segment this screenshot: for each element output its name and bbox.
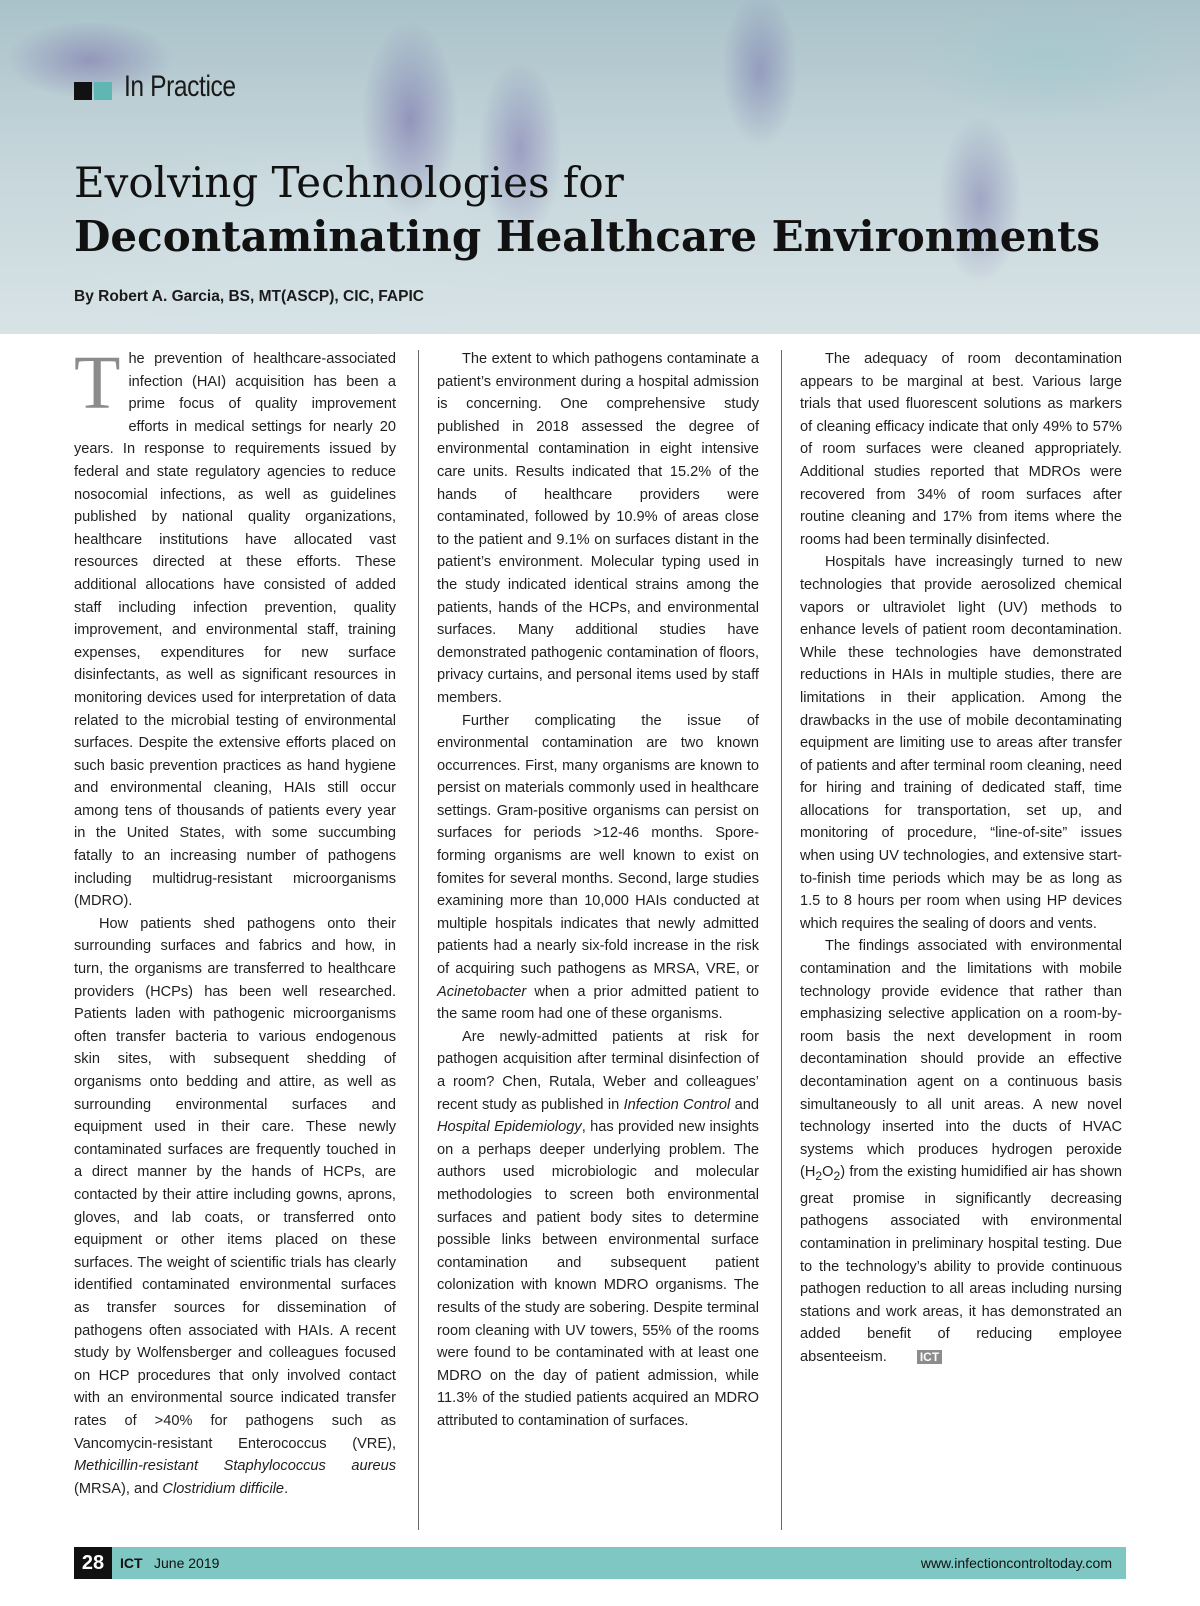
paragraph: The findings associated with environmental contamination and the limitations with mobile technology provide evidence that rather than emphasizing selective application on a room-by-room basis the next development in room decontamination should provide an effective decontamination agent on a continuous basis simultaneously to all unit areas. A new novel technology inserted into the ducts of HVAC systems which produces hydrogen peroxide $(H_2O_2)$ from the existing humidified air has shown great promise in significantly decreasing pathogens associated with environmental contamination in preliminary hospital testing. Due to the technology’s ability to provide continuous pathogen reduction to all areas including nursing stations and work areas, it has demonstrated an added benefit of reducing employee absenteeism. ICT bbox=[800, 938, 1122, 1366]
paragraph: The adequacy of room decontamination appears to be marginal at best. Various large trials that used fluorescent solutions as markers of cleaning efficacy indicate that only 49% to 57% of room surfaces were cleaned appropriately. Additional studies reported that MDROs were recovered from 34% of room surfaces after routine cleaning and 17% from items where the rooms had been terminally disinfected. bbox=[800, 351, 1122, 548]
page-number: 28 bbox=[74, 1547, 112, 1579]
paragraph: The prevention of healthcare-associated infection (HAI) acquisition has been a prime focus of quality improvement efforts in medical settings for nearly 20 years. In response to requirements issued by federal and state regulatory agencies to reduce nosocomial infections, as well as guidelines published by national quality organizations, healthcare institutions have allocated vast resources directed at these efforts. These additional allocations have consisted of added staff including infection prevention, quality improvement, and environmental staff, training expenses, expenditures for new surface disinfectants, as well as significant resources in monitoring devices used for interpretation of data related to the microbial testing of environmental surfaces. Despite the extensive efforts placed on such basic prevention practices as hand hygiene and environmental cleaning, HAIs still occur among tens of thousands of patients every year in the United States, with some succumbing fatally to an increasing number of pathogens including multidrug-resistant microorganisms (MDRO). bbox=[74, 341, 396, 910]
article-column-1 bbox=[74, 341, 396, 1500]
drop-cap: T bbox=[74, 341, 121, 425]
header-banner bbox=[0, 0, 1200, 334]
column-divider bbox=[418, 350, 419, 1530]
paragraph: The extent to which pathogens contaminate a patient’s environment during a hospital admission is concerning. One comprehensive study published in 2018 assessed the degree of environmental contamination in eight intensive care units. Results indicated that 15.2% of the hands of healthcare providers were contaminated, followed by 10.9% of areas close to the patient and 9.1% on surfaces distant in the patient’s environment. Molecular typing used in the study indicated identical strains among the patients, hands of the HCPs, and environmental surfaces. Many additional studies have demonstrated pathogenic contamination of floors, privacy curtains, and personal items used by staff members. bbox=[437, 351, 759, 706]
end-mark-icon: ICT bbox=[917, 1350, 942, 1364]
issue-date: June 2019 bbox=[154, 1555, 220, 1571]
title-line-1: Evolving Technologies for bbox=[74, 158, 624, 207]
article-column-3 bbox=[800, 348, 1122, 1369]
article-column-2 bbox=[437, 348, 759, 1433]
section-label: In Practice bbox=[124, 70, 236, 103]
column-divider bbox=[781, 350, 782, 1530]
website-link[interactable]: www.infectioncontroltoday.com bbox=[920, 1555, 1112, 1571]
title-line-2: Decontaminating Healthcare Environments bbox=[74, 212, 1101, 261]
byline: By Robert A. Garcia, BS, MT(ASCP), CIC, FAPIC bbox=[74, 288, 424, 305]
article-title bbox=[74, 156, 1100, 264]
footer-bar bbox=[74, 1547, 1126, 1579]
paragraph: How patients shed pathogens onto their surrounding surfaces and fabrics and how, in turn, the organisms are transferred to healthcare providers (HCPs) has been well researched. Patients laden with pathogenic microorganisms often transfer bacteria to various endogenous skin sites, with subsequent shedding of organisms onto bedding and attire, as well as surrounding environmental surfaces and equipment used in their care. These newly contaminated surfaces are frequently touched in a direct manner by the hands of HCPs, are contacted by their attire including gowns, aprons, gloves, and lab coats, or transferred onto equipment or other items placed on these surfaces. The weight of scientific trials has clearly identified contaminated environmental surfaces as transfer sources for dissemination of pathogens often associated with HAIs. A recent study by Wolfensberger and colleagues focused on HCP procedures that only involved contact with an environmental source indicated transfer rates of >40% for pathogens such as Vancomycin-resistant Enterococcus (VRE), Methicillin-resistant Staphylococcus aureus (MRSA), and Clostridium difficile. bbox=[74, 915, 396, 1497]
section-marker-icon bbox=[74, 82, 114, 102]
paragraph: Are newly-admitted patients at risk for pathogen acquisition after terminal disinfection of a room? Chen, Rutala, Weber and colleagues’ recent study as published in Infection Control and Hospital Epidemiology, has provided new insights on a perhaps deeper underlying problem. The authors used microbiologic and molecular methodologies to screen both environmental surfaces and patient body sites to determine possible links between environmental surface contamination and subsequent patient colonization with known MDRO organisms. The results of the study are sobering. Despite terminal room cleaning with UV towers, 55% of the rooms were found to be contaminated with at least one MDRO on the day of patient admission, while 11.3% of the studied patients acquired an MDRO attributed to contamination of surfaces. bbox=[437, 1028, 759, 1429]
paragraph: Further complicating the issue of environmental contamination are two known occurrences. First, many organisms are known to persist on materials commonly used in healthcare settings. Gram-positive organisms can persist on surfaces for periods >12-46 months. Spore-forming organisms are well known to exist on fomites for several months. Second, large studies examining more than 10,000 HAIs conducted at multiple hospitals indicates that newly admitted patients had a nearly six-fold increase in the risk of acquiring such pathogens as MRSA, VRE, or Acinetobacter when a prior admitted patient to the same room had one of these organisms. bbox=[437, 712, 760, 1023]
magazine-name: ICT bbox=[120, 1555, 143, 1571]
paragraph: Hospitals have increasingly turned to new technologies that provide aerosolized chemical vapors or ultraviolet light (UV) methods to enhance levels of patient room decontamination. While these technologies have demonstrated reductions in HAIs in multiple studies, there are limitations in their application. Among the drawbacks in the use of mobile decontaminating equipment are limiting use to areas after transfer of patients and after terminal room cleaning, need for hiring and training of dedicated staff, time allocations for transportation, set up, and monitoring of procedure, “line-of-site” issues when using UV technologies, and extensive start-to-finish time periods which may be as long as 1.5 to 8 hours per room when using HP devices which requires the sealing of doors and vents. bbox=[800, 554, 1122, 932]
